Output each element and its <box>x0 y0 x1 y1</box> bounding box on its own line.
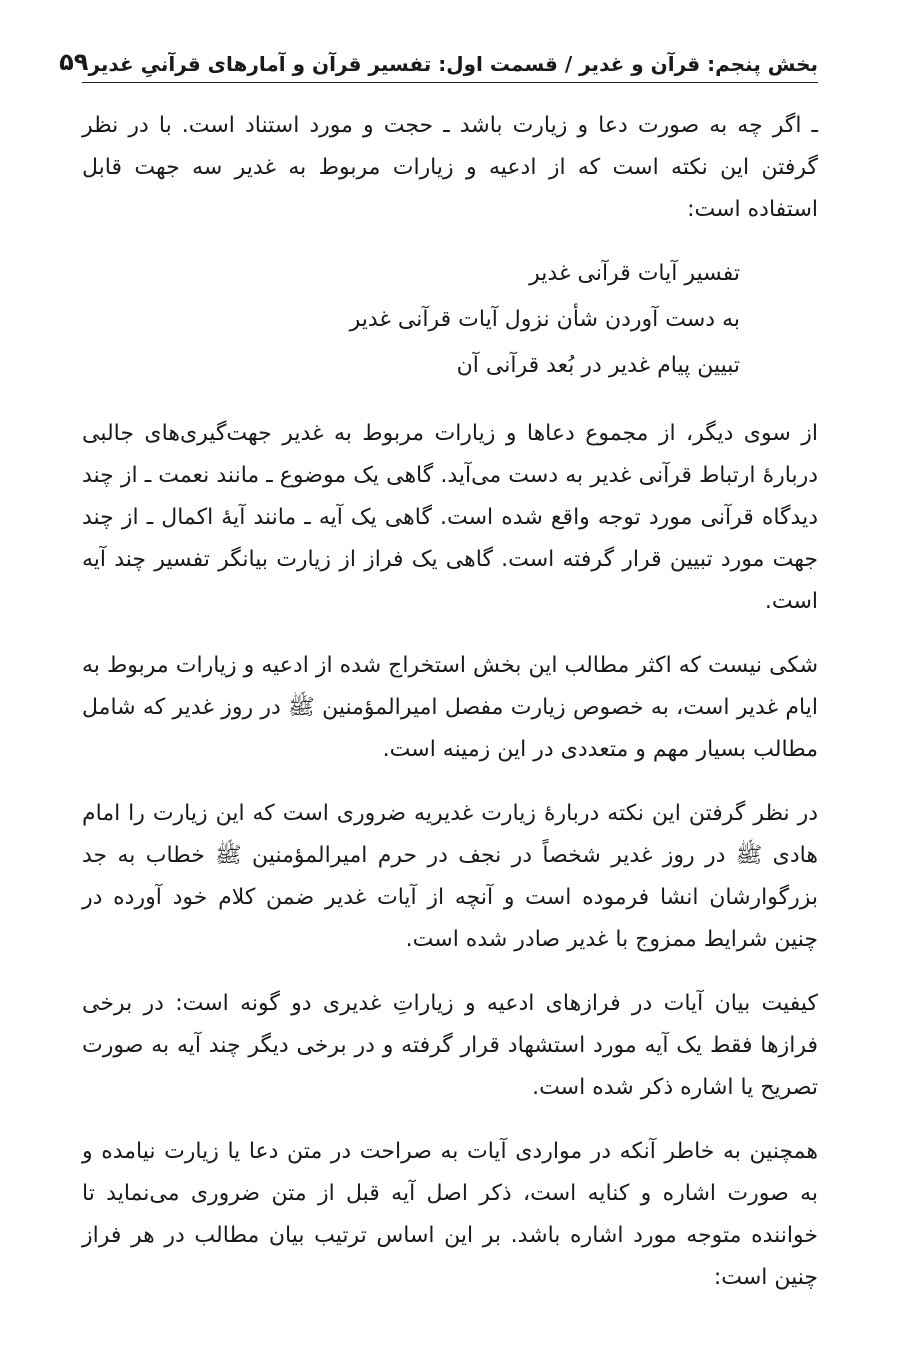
list-item: تفسیر آیات قرآنی غدیر <box>529 261 740 286</box>
running-header <box>59 30 818 83</box>
paragraph: از سوی دیگر، از مجموع دعاها و زیارات مربوط به غدیر جهت‌گیری‌های جالبی دربارهٔ ارتباط قرآنی غدیر به دست می‌آید. گاهی یک موضوع ـ مانند نعمت ـ از چند دیدگاه قرآنی مورد توجه واقع شده است. گاهی یک آیه ـ مانند آیهٔ اکمال ـ از چند جهت مورد تبیین قرار گرفته است. گاهی یک فراز از زیارت بیانگر تفسیر چند آیه است. <box>82 421 818 614</box>
page-number: ۵۹ <box>59 48 89 76</box>
body-text <box>82 105 818 1299</box>
book-page <box>59 30 818 1321</box>
list-item: تبیین پیام غدیر در بُعد قرآنی آن <box>456 353 740 378</box>
paragraph: کیفیت بیان آیات در فرازهای ادعیه و زیاراتِ غدیری دو گونه است: در برخی فرازها فقط یک آیه مورد استشهاد قرار گرفته و در برخی دیگر چند آیه به صورت تصریح یا اشاره ذکر شده است. <box>82 991 818 1100</box>
header-title: بخش پنجم: قرآن و غدیر / قسمت اول: تفسیر قرآن و آمارهای قرآنیِ غدیر <box>88 52 818 76</box>
paragraph: همچنین به خاطر آنکه در مواردی آیات به صراحت در متن دعا یا زیارت نیامده و به صورت اشاره و کنایه است، ذکر اصل آیه قبل از متن ضروری می‌نماید تا خواننده متوجه مورد اشاره باشد. بر این اساس ترتیب بیان مطالب در هر فراز چنین است: <box>82 1139 818 1290</box>
list-item: به دست آوردن شأن نزول آیات قرآنی غدیر <box>349 307 740 332</box>
paragraph: در نظر گرفتن این نکته دربارهٔ زیارت غدیریه ضروری است که این زیارت را امام هادی ﷺ در روز غدیر شخصاً در نجف در حرم امیرالمؤمنین ﷺ خطاب به جد بزرگوارشان انشا فرموده است و آنچه از آیات غدیر ضمن کلام خود آورده در چنین شرایط ممزوج با غدیر صادر شده است. <box>82 801 818 952</box>
aspect-list <box>82 251 818 389</box>
paragraph: ـ اگر چه به صورت دعا و زیارت باشد ـ حجت و مورد استناد است. با در نظر گرفتن این نکته است که از ادعیه و زیارات مربوط به غدیر سه جهت قابل استفاده است: <box>82 113 818 222</box>
paragraph: شکی نیست که اکثر مطالب این بخش استخراج شده از ادعیه و زیارات مربوط به ایام غدیر است، به خصوص زیارت مفصل امیرالمؤمنین ﷺ در روز غدیر که شامل مطالب بسیار مهم و متعددی در این زمینه است. <box>82 653 818 762</box>
